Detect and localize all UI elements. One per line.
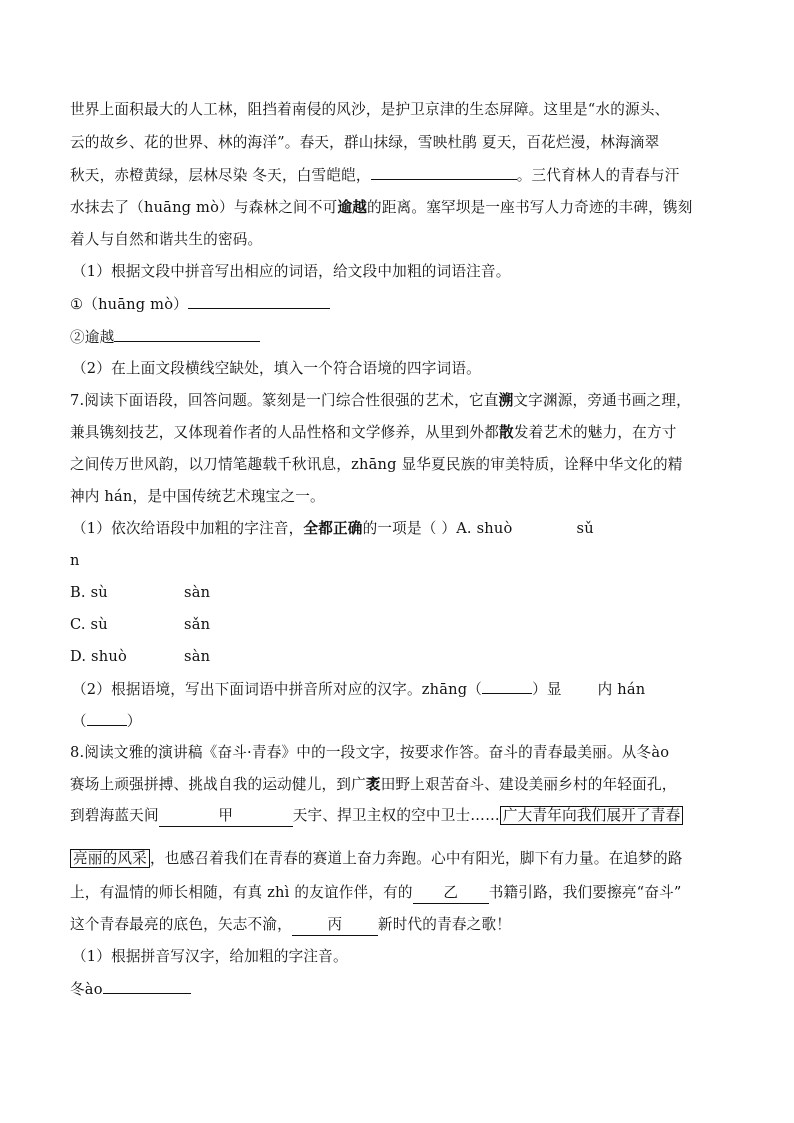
p6-question-2-text: （2）在上面文段横线空缺处，填入一个符合语境的四字词语。 [72, 360, 481, 377]
p6-line-3-text: 秋天，赤橙黄绿，层林尽染 冬天，白雪皑皑， [70, 167, 371, 184]
p8-boxed-sentence-part-2: 亮丽的风采 [70, 849, 150, 868]
p7-han-close: ） [126, 713, 142, 730]
p6-line-2-text: 云的故乡、花的世界、林的海洋”。春天，群山抹绿，雪映杜鹃 夏天，百花烂漫，林海滴翠 [70, 134, 660, 151]
p7-han-blank[interactable] [87, 711, 127, 726]
p6-question-1-text: （1）根据文段中拼音写出相应的词语，给文段中加粗的词语注音。 [72, 263, 511, 280]
p8-line-2-tail: 田野上艰苦奋斗、建设美丽乡村的年轻面孔， [380, 776, 677, 793]
p8-answer-1 [70, 979, 191, 1000]
p7-question-1-bold: 全都正确 [303, 520, 363, 537]
p8-line-6-tail: 新时代的青春之歌！ [377, 916, 512, 933]
p6-bold-word: 逾越 [337, 199, 368, 216]
p7-option-c-second: sǎn [184, 616, 211, 633]
p8-line-3-mid: 天宇、捍卫主权的空中卫士…… [292, 807, 500, 824]
p6-answer-1a-blank[interactable] [188, 294, 330, 309]
p7-line-4-text: 神内 hán，是中国传统艺术瑰宝之一。 [70, 488, 325, 505]
p6-line-4-text: 水抹去了（huāng mò）与森林之间不可 [70, 199, 338, 216]
p8-line-3-text: 到碧海蓝天间 [70, 807, 159, 824]
p7-question-2-hanword: 内 hán [597, 681, 646, 698]
p7-question-1-tail: 的一项是（ ）A. shuò [362, 520, 513, 537]
p7-question-2 [72, 679, 645, 700]
p8-blank-jia[interactable]: 甲 [159, 806, 293, 827]
p6-blank-four-char-phrase[interactable] [371, 165, 517, 180]
p7-option-d[interactable] [70, 647, 211, 667]
p8-blank-bing[interactable]: 丙 [292, 915, 378, 936]
p6-line-2 [70, 133, 659, 153]
p8-line-2 [70, 775, 677, 795]
p7-line-2-tail: 发着艺术的魅力，在方寸 [513, 424, 677, 441]
p7-line-1 [70, 391, 691, 411]
p7-option-a-second: sǔ [576, 520, 594, 537]
p6-line-5 [70, 230, 262, 250]
p7-question-2-text: （2）根据语境，写出下面词语中拼音所对应的汉字。zhāng（ [72, 681, 483, 698]
p6-answer-1b [70, 327, 260, 348]
p7-han-open: （ [72, 713, 87, 730]
p6-answer-1b-blank[interactable] [114, 327, 260, 342]
p7-option-d-first: D. shuò [70, 648, 127, 665]
p7-option-c-first: C. sù [70, 616, 108, 633]
p8-bold-char: 袤 [365, 776, 381, 793]
p8-line-6 [70, 915, 511, 936]
p7-zhang-blank[interactable] [482, 679, 532, 694]
p6-line-3 [70, 165, 679, 186]
p8-line-4 [70, 849, 683, 869]
p7-line-3 [70, 455, 683, 475]
p7-option-a-wrap-text: n [70, 552, 80, 569]
p6-line-1 [70, 100, 669, 120]
p8-line-5-text: 上，有温情的师长相随，有真 zhì 的友谊作伴，有的 [70, 884, 413, 901]
p6-question-1 [72, 262, 511, 282]
p8-line-2-text: 赛场上顽强拼搏、挑战自我的运动健儿，到广 [70, 776, 366, 793]
p8-line-1-text: 8.阅读文雅的演讲稿《奋斗·青春》中的一段文字，按要求作答。奋斗的青春最美丽。从冬ào [70, 744, 670, 761]
p6-line-4-tail: 的距离。塞罕坝是一座书写人力奇迹的丰碑，镌刻 [367, 199, 693, 216]
p6-question-2 [72, 359, 481, 379]
p6-line-1-text: 世界上面积最大的人工林，阻挡着南侵的风沙，是护卫京津的生态屏障。这里是“水的源头、 [70, 101, 670, 118]
p7-question-1-text: （1）依次给语段中加粗的字注音， [72, 520, 304, 537]
p8-line-5 [70, 883, 682, 904]
p8-answer-1-label: 冬ào [70, 981, 103, 998]
p6-answer-1a [70, 294, 330, 315]
p7-line-1-tail: 文字渊源，旁通书画之理， [513, 392, 691, 409]
p7-line-1-text: 7.阅读下面语段，回答问题。篆刻是一门综合性很强的艺术，它直 [70, 392, 499, 409]
p6-answer-1b-label: ②逾越 [70, 329, 115, 346]
p7-option-b[interactable] [70, 583, 211, 603]
p7-option-c[interactable] [70, 615, 211, 635]
p8-line-5-tail: 书籍引路，我们要擦亮“奋斗” [488, 884, 682, 901]
p6-answer-1a-label: ①（huāng mò） [70, 296, 188, 313]
p7-option-b-first: B. sù [70, 584, 108, 601]
p7-line-2 [70, 423, 677, 443]
p8-line-4-tail: ，也感召着我们在青春的赛道上奋力奔跑。心中有阳光，脚下有力量。在追梦的路 [149, 850, 683, 867]
p8-question-1-text: （1）根据拼音写汉字，给加粗的字注音。 [72, 948, 348, 965]
p8-line-1 [70, 743, 669, 763]
p6-line-4 [70, 198, 693, 218]
p8-line-3 [70, 806, 683, 827]
p8-line-6-text: 这个青春最亮的底色，矢志不渝， [70, 916, 292, 933]
p8-boxed-sentence-part-1: 广大青年向我们展开了青春 [500, 806, 684, 825]
p7-bold-char-1: 溯 [498, 392, 514, 409]
p7-option-b-second: sàn [184, 584, 211, 601]
p6-line-3-tail: 。三代育林人的青春与汗 [516, 167, 680, 184]
p6-line-5-text: 着人与自然和谐共生的密码。 [70, 231, 263, 248]
p8-blank-yi[interactable]: 乙 [413, 883, 489, 904]
p7-option-d-second: sàn [184, 648, 211, 665]
p8-question-1 [72, 947, 348, 967]
p7-bold-char-2: 散 [499, 424, 514, 441]
p7-line-2-text: 兼具镌刻技艺，又体现着作者的人品性格和文学修养，从里到外都 [70, 424, 500, 441]
p7-question-2-wrap [72, 711, 142, 732]
p7-question-2-xian: ）显 [532, 681, 562, 698]
p7-line-4 [70, 487, 325, 507]
p7-question-1 [72, 519, 594, 539]
p7-option-a-wrap [70, 551, 80, 571]
p7-line-3-text: 之间传万世风韵，以刀情笔趣载千秋讯息，zhāng 显华夏民族的审美特质，诠释中华文化的精 [70, 456, 683, 473]
p8-answer-1-blank[interactable] [103, 979, 191, 994]
